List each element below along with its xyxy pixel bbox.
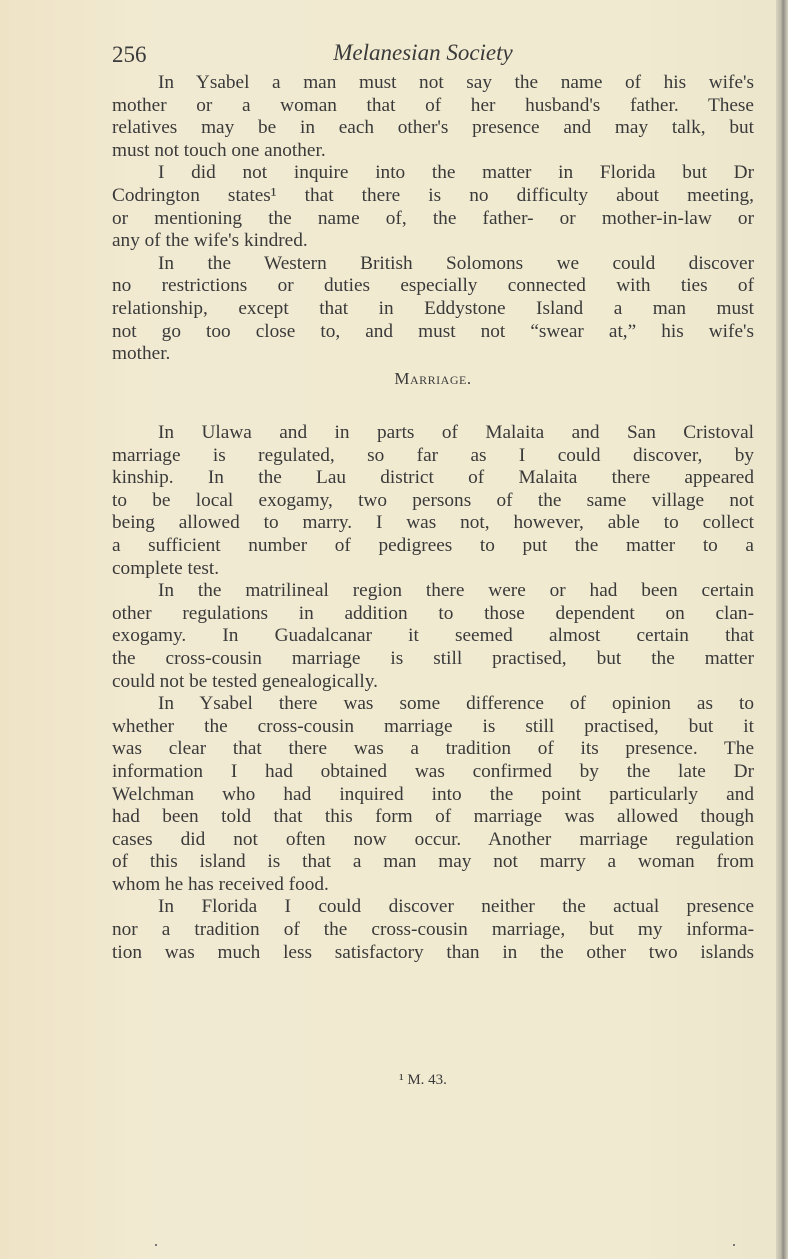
- text-line: relationship, except that in Eddystone Island a man must: [112, 297, 754, 319]
- text-line: marriage is regulated, so far as I could discover, by: [112, 444, 754, 466]
- text-line: mother.: [112, 343, 171, 365]
- text-line: other regulations in addition to those dependent on clan-: [112, 602, 754, 624]
- text-line: any of the wife's kindred.: [112, 230, 308, 252]
- text-line: to be local exogamy, two persons of the same village not: [112, 489, 754, 511]
- text-line: could not be tested genealogically.: [112, 670, 378, 692]
- running-title: Melanesian Society: [333, 40, 513, 65]
- text-line: information I had obtained was confirmed by the late Dr: [112, 760, 754, 782]
- text-line: had been told that this form of marriage was allowed though: [112, 806, 754, 828]
- text-line: complete test.: [112, 557, 220, 579]
- text-line: cases did not often now occur. Another marriage regulation: [112, 828, 754, 850]
- text-line: must not touch one another.: [112, 139, 326, 161]
- footnote: ¹ M. 43.: [399, 1072, 447, 1088]
- text-line: whom he has received food.: [112, 873, 329, 895]
- text-line: relatives may be in each other's presence and may talk, but: [112, 117, 754, 139]
- text-line: Welchman who had inquired into the point particularly and: [112, 783, 754, 805]
- text-line: In the matrilineal region there were or had been certain: [158, 580, 754, 602]
- text-line: In Ysabel there was some difference of opinion as to: [158, 693, 754, 715]
- text-line: was clear that there was a tradition of its presence. The: [112, 738, 754, 760]
- text-line: being allowed to marry. I was not, however, able to collect: [112, 512, 754, 534]
- text-line: In the Western British Solomons we could discover: [158, 252, 754, 274]
- text-line: In Ysabel a man must not say the name of his wife's: [158, 72, 754, 93]
- section-heading: Marriage.: [394, 369, 472, 388]
- text-line: of this island is that a man may not marry a woman from: [112, 851, 754, 873]
- scan-speck: [733, 1244, 735, 1246]
- text-line: kinship. In the Lau district of Malaita there appeared: [112, 467, 754, 489]
- text-line: In Florida I could discover neither the actual presence: [158, 896, 754, 918]
- page-number: 256: [112, 42, 147, 67]
- text-line: In Ulawa and in parts of Malaita and San Cristoval: [158, 422, 754, 443]
- text-line: not go too close to, and must not “swear at,” his wife's: [112, 320, 754, 342]
- text-line: the cross-cousin marriage is still practised, but the matter: [112, 647, 754, 669]
- text-line: exogamy. In Guadalcanar it seemed almost certain that: [112, 625, 754, 647]
- text-line: a sufficient number of pedigrees to put the matter to a: [112, 534, 754, 556]
- scan-speck: [155, 1244, 157, 1246]
- text-line: nor a tradition of the cross-cousin marriage, but my informa-: [112, 919, 754, 941]
- text-block-after-heading: [112, 422, 754, 964]
- text-line: Codrington states¹ that there is no difficulty about meeting,: [112, 184, 754, 206]
- text-line: or mentioning the name of, the father- or mother-in-law or: [112, 207, 754, 229]
- text-block-before-heading: [112, 72, 754, 366]
- page-edge: [776, 0, 788, 1259]
- text-line: no restrictions or duties especially connected with ties of: [112, 275, 754, 297]
- text-line: whether the cross-cousin marriage is still practised, but it: [112, 715, 754, 737]
- text-line: mother or a woman that of her husband's father. These: [112, 94, 754, 116]
- text-line: I did not inquire into the matter in Florida but Dr: [158, 162, 754, 184]
- text-line: tion was much less satisfactory than in the other two islands: [112, 941, 754, 963]
